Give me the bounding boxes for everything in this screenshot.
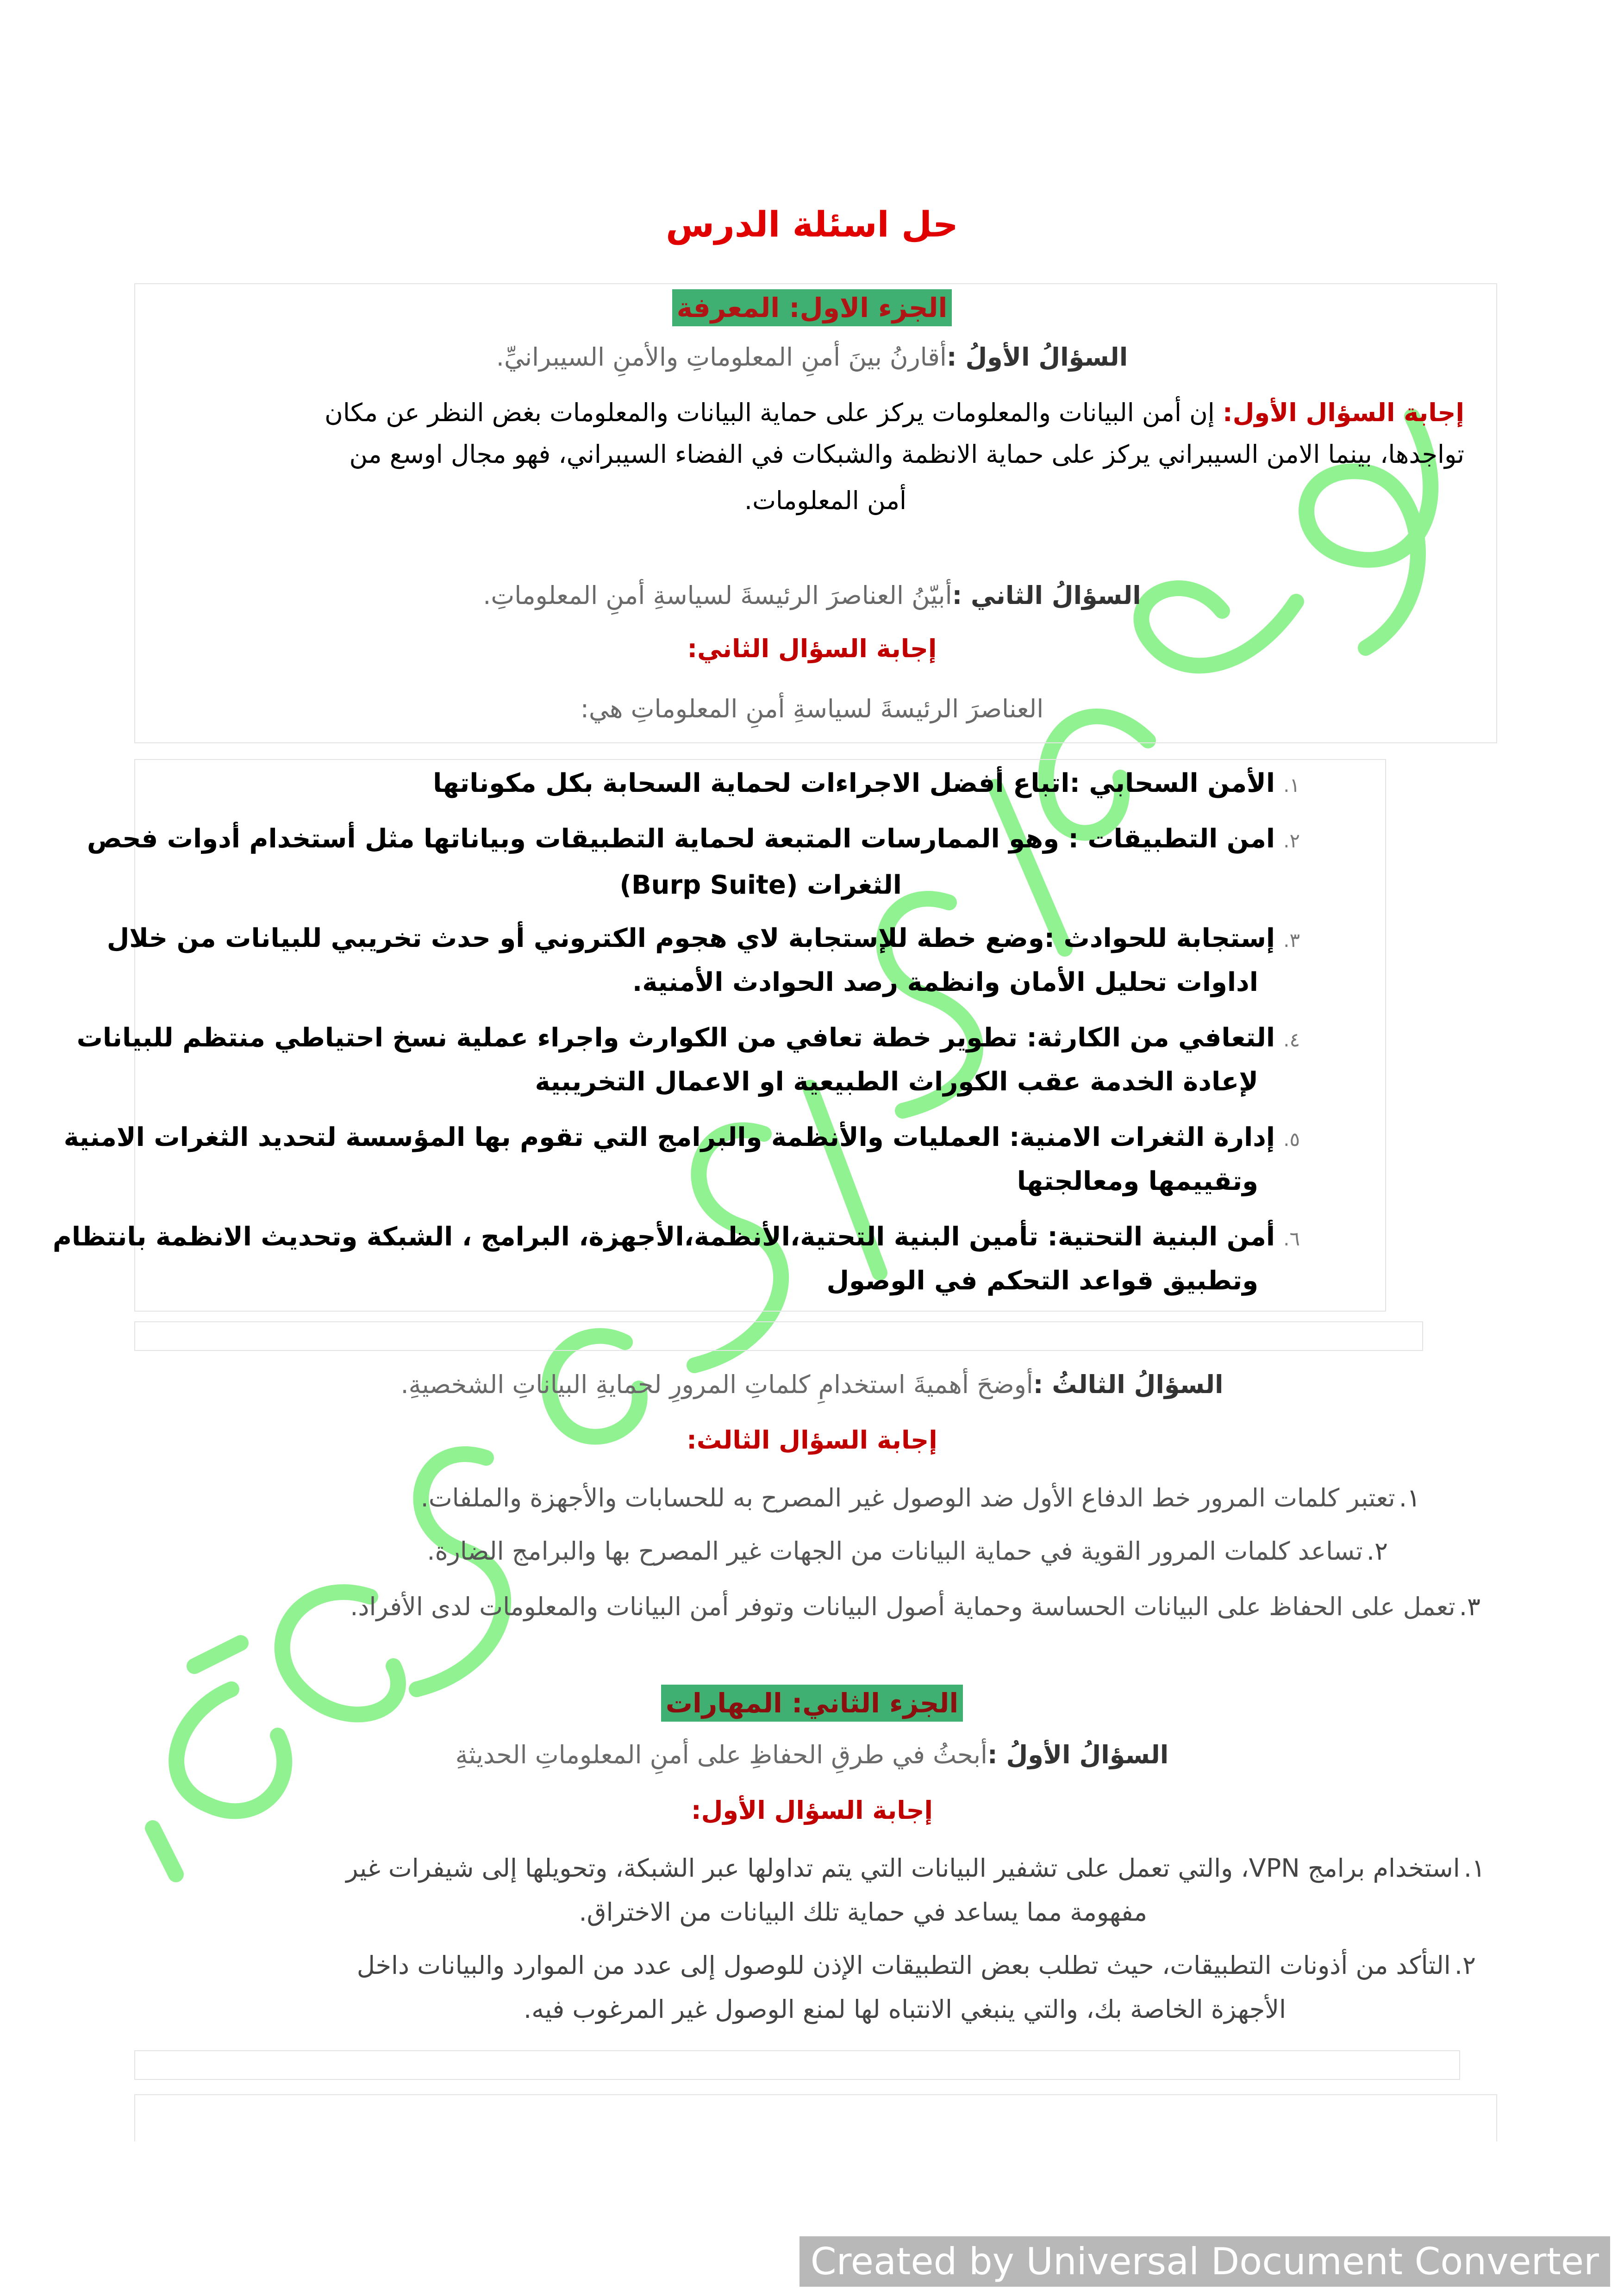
part1-heading: الجزء الاول: المعرفة [672,289,952,326]
q1-answer-label: إجابة السؤال الأول: [1222,398,1464,427]
q2-answer-label: إجابة السؤال الثاني: [687,634,937,663]
q2-intro: العناصرَ الرئيسةَ لسياسةِ أمنِ المعلوماتِ هي: [580,694,1044,723]
part2-heading-wrap [0,1685,1624,1722]
part2-q1 [0,1740,1624,1769]
policy-item-1: ١.الأمن السحابي :اتباع أفضل الاجراءات لحماية السحابة بكل مكوناتها [433,768,1300,798]
policy-item-4: ٤.التعافي من الكارثة: تطوير خطة تعافي من الكوارث واجراء عملية نسخ احتياطي منتظم للبيانات [76,1023,1300,1053]
part2-q1-label: السؤالُ الأولُ : [987,1740,1169,1769]
policy-item-4-cont: لإعادة الخدمة عقب الكوراث الطبيعية او الاعمال التخريبية [535,1067,1258,1097]
policy-item-3-cont: اداوات تحليل الأمان وانظمة رصد الحوادث الأمنية. [632,967,1258,997]
part2-item-2: ٢.التأكد من أذونات التطبيقات، حيث تطلب بعض التطبيقات الإذن للوصول إلى عدد من الموارد والبيانات داخل [356,1951,1476,1980]
q2-text: أبيّنُ العناصرَ الرئيسةَ لسياسةِ أمنِ المعلوماتِ. [483,581,952,610]
part1-q2 [0,581,1624,610]
part2-q1-answer-label: إجابة السؤال الأول: [691,1796,933,1825]
q3-item-3: ٣.تعمل على الحفاظ على البيانات الحساسة وحماية أصول البيانات وتوفر أمن البيانات والمعلومات لدى الأفراد. [350,1592,1480,1621]
q3-item-2: ٢.تساعد كلمات المرور القوية في حماية البيانات من الجهات غير المصرح بها والبرامج الضارة. [427,1537,1388,1566]
q3-answer-label: إجابة السؤال الثالث: [687,1425,937,1455]
q1-answer-line2: تواجدها، بينما الامن السيبراني يركز على حماية الانظمة والشبكات في الفضاء السيبراني، فهو مجال اوسع من [349,440,1464,469]
q1-label: السؤالُ الأولُ : [946,342,1128,372]
empty-row-box-2 [134,2050,1460,2080]
policy-item-5-cont: وتقييمها ومعالجتها [1017,1166,1258,1196]
q1-answer-line3: أمن المعلومات. [744,486,906,515]
page-title: حل اسئلة الدرس [666,204,958,245]
part2-heading: الجزء الثاني: المهارات [661,1685,963,1722]
empty-row-box [134,1321,1423,1351]
policy-item-6-cont: وتطبيق قواعد التحكم في الوصول [826,1266,1258,1296]
part1-q3 [0,1370,1624,1399]
part1-q1 [0,342,1624,372]
part2-item-1-cont: مفهومة مما يساعد في حماية تلك البيانات من الاختراق. [579,1898,1147,1927]
q1-answer-text1: إن أمن البيانات والمعلومات يركز على حماية البيانات والمعلومات بغض النظر عن مكان [325,398,1215,427]
q3-label: السؤالُ الثالثُ : [1033,1370,1224,1399]
part1-heading-wrap [0,289,1624,326]
empty-row-box-3 [134,2094,1497,2141]
part2-item-2-cont: الأجهزة الخاصة بك، والتي ينبغي الانتباه لها لمنع الوصول غير المرغوب فيه. [523,1995,1286,2024]
policy-item-3: ٣.إستجابة للحوادث :وضع خطة للإستجابة لاي هجوم الكتروني أو حدث تخريبي للبيانات من خلال [106,923,1300,953]
policy-item-5: ٥.إدارة الثغرات الامنية: العمليات والأنظمة والبرامج التي تقوم بها المؤسسة لتحديد الثغرات الامنية [63,1122,1300,1152]
q3-text: أوضحَ أهميةَ استخدامِ كلماتِ المرورِ لحمايةِ البياناتِ الشخصيةِ. [400,1370,1033,1399]
part2-q1-text: أبحثُ في طرقِ الحفاظِ على أمنِ المعلوماتِ الحديثةِ [455,1740,988,1769]
policy-item-2: ٢.امن التطبيقات : وهو الممارسات المتبعة لحماية التطبيقات وبياناتها مثل أستخدام أدوات فحص [87,824,1300,854]
part2-item-1: ١.استخدام برامج VPN، والتي تعمل على تشفير البيانات التي يتم تداولها عبر الشبكة، وتحويلها إلى شيفرات غير [346,1854,1485,1883]
q1-text: أقارنُ بينَ أمنِ المعلوماتِ والأمنِ السيبرانيِّ. [496,342,947,372]
converter-banner: Created by Universal Document Converter [800,2236,1610,2287]
q1-answer-line1 [325,398,1464,427]
q2-label: السؤالُ الثاني : [952,581,1141,610]
policy-item-2-cont: الثغرات (Burp Suite) [619,870,902,900]
q3-item-1: ١.تعتبر كلمات المرور خط الدفاع الأول ضد الوصول غير المصرح به للحسابات والأجهزة والملفات. [420,1483,1420,1512]
policy-item-6: ٦.أمن البنية التحتية: تأمين البنية التحتية،الأنظمة،الأجهزة، البرامج ، الشبكة وتحديث الانظمة بانتظام [52,1222,1300,1252]
